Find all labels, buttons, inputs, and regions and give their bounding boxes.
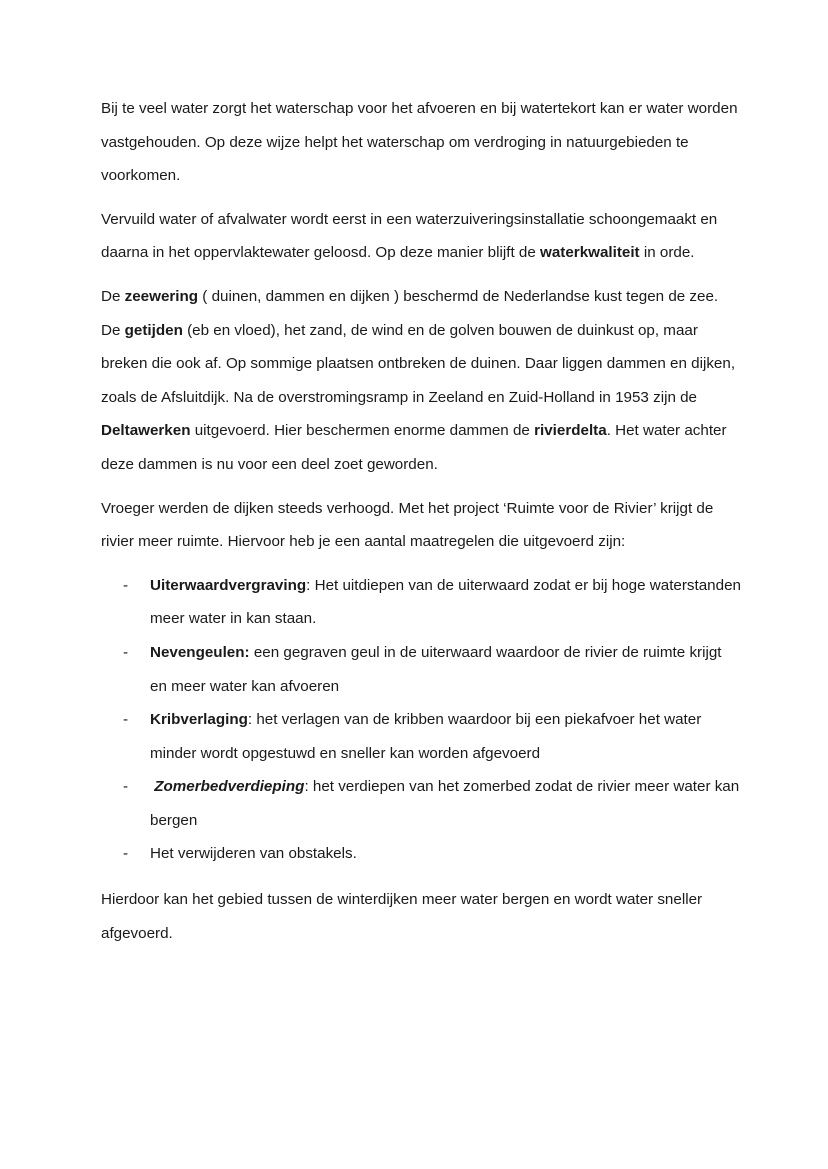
paragraph-waterkwaliteit <box>101 203 741 270</box>
keyword-zeewering: zeewering <box>124 287 199 305</box>
paragraph-text: Vroeger werden de dijken steeds verhoogd. Met het project ‘Ruimte voor de Rivier’ krijgt de rivier meer ruimte. Hiervoor heb je een aantal maatregelen die uitgevoerd zijn: <box>101 499 714 551</box>
list-item <box>101 770 741 837</box>
list-item <box>101 636 741 703</box>
keyword-getijden: getijden <box>124 321 183 339</box>
paragraph-waterschap <box>101 92 741 193</box>
bullet-dash: - <box>123 643 129 661</box>
measure-term: Zomerbedverdieping <box>150 778 305 796</box>
paragraph-zeewering <box>101 280 741 482</box>
measure-description: : het verdiepen van het zomerbed zodat de rivier meer water kan bergen <box>150 778 740 829</box>
keyword-rivierdelta: rivierdelta <box>534 422 607 440</box>
paragraph-text: Vervuild water of afvalwater wordt eerst in een waterzuiveringsinstallatie schoongemaakt en daarna in het oppervlaktewater geloosd. Op deze manier blijft de <box>101 210 718 262</box>
bullet-dash: - <box>123 711 129 729</box>
bullet-dash: - <box>123 576 129 594</box>
measure-description: Het verwijderen van obstakels. <box>150 845 357 863</box>
measure-term: Nevengeulen: <box>150 643 250 661</box>
paragraph-text: Hierdoor kan het gebied tussen de winterdijken meer water bergen en wordt water sneller afgevoerd. <box>101 891 703 942</box>
measure-description: : Het uitdiepen van de uiterwaard zodat er bij hoge waterstanden meer water in kan staan. <box>150 576 741 628</box>
measure-term: Uiterwaardvergraving <box>150 576 307 594</box>
list-item <box>101 569 741 636</box>
measure-description: een gegraven geul in de uiterwaard waardoor de rivier de ruimte krijgt en meer water kan afvoeren <box>150 643 722 695</box>
paragraph-text: uitgevoerd. Hier beschermen enorme dammen de <box>190 422 535 440</box>
measure-description: : het verlagen van de kribben waardoor bij een piekafvoer het water minder wordt opgestuwd en sneller kan worden afgevoerd <box>150 711 702 762</box>
list-item <box>101 703 741 770</box>
paragraph-text: ( duinen, dammen en dijken ) beschermd de Nederlandse kust tegen de zee. De <box>101 287 719 339</box>
paragraph-ruimte-voor-de-rivier <box>101 492 741 559</box>
document-page <box>101 92 741 960</box>
measures-list <box>101 569 741 871</box>
paragraph-text: (eb en vloed), het zand, de wind en de golven bouwen de duinkust op, maar breken die ook af. Op sommige plaatsen ontbreken de duinen. Daar liggen dammen en dijken, zoals de Afsluitdijk. Na de overstromingsramp in Zeeland en Zuid-Holland in 1953 zijn de <box>101 321 736 406</box>
keyword-waterkwaliteit: waterkwaliteit <box>540 244 640 262</box>
paragraph-closing <box>101 883 741 950</box>
list-item <box>101 837 741 871</box>
paragraph-text: Bij te veel water zorgt het waterschap voor het afvoeren en bij watertekort kan er water worden vastgehouden. Op deze wijze helpt het waterschap om verdroging in natuurgebieden te voorkomen. <box>101 100 738 185</box>
bullet-dash: - <box>123 778 129 796</box>
bullet-dash: - <box>123 845 129 863</box>
keyword-deltawerken: Deltawerken <box>101 422 191 440</box>
paragraph-text: in orde. <box>639 244 695 262</box>
paragraph-text: De <box>101 287 125 305</box>
measure-term: Kribverlaging <box>150 711 248 729</box>
paragraph-text: . Het water achter deze dammen is nu voor een deel zoet geworden. <box>101 422 727 473</box>
